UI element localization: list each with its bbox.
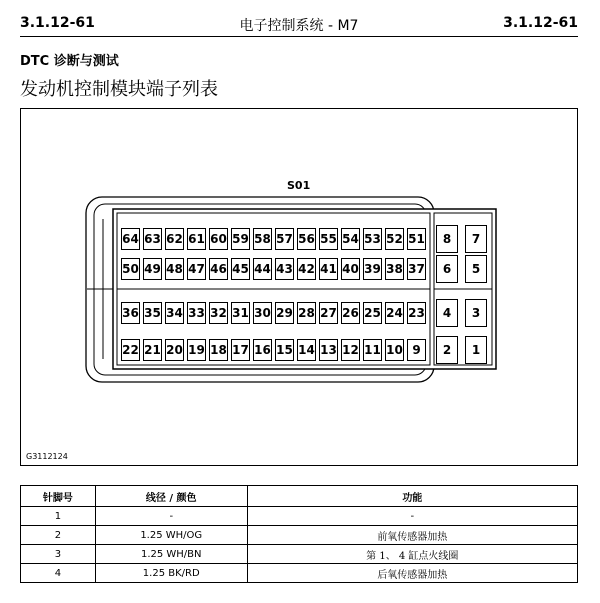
- pin-22: 22: [121, 339, 140, 361]
- page-title: 发动机控制模块端子列表: [20, 79, 218, 100]
- pin-9: 9: [407, 339, 426, 361]
- pin-40: 40: [341, 258, 360, 280]
- pin-2: 2: [436, 336, 458, 364]
- pin-34: 34: [165, 302, 184, 324]
- cell-wire: -: [95, 507, 247, 526]
- cell-pin: 1: [21, 507, 96, 526]
- pin-29: 29: [275, 302, 294, 324]
- connector-outline: [21, 109, 579, 467]
- cell-pin: 2: [21, 526, 96, 545]
- pin-51: 51: [407, 228, 426, 250]
- pin-63: 63: [143, 228, 162, 250]
- pin-39: 39: [363, 258, 382, 280]
- pin-49: 49: [143, 258, 162, 280]
- pin-59: 59: [231, 228, 250, 250]
- table-row: [21, 564, 578, 583]
- pin-46: 46: [209, 258, 228, 280]
- pin-37: 37: [407, 258, 426, 280]
- pin-27: 27: [319, 302, 338, 324]
- pin-11: 11: [363, 339, 382, 361]
- pin-45: 45: [231, 258, 250, 280]
- pin-19: 19: [187, 339, 206, 361]
- pin-44: 44: [253, 258, 272, 280]
- header-wire: 线径 / 颜色: [95, 486, 247, 507]
- pin-20: 20: [165, 339, 184, 361]
- pin-61: 61: [187, 228, 206, 250]
- cell-wire: 1.25 WH/BN: [95, 545, 247, 564]
- pin-8: 8: [436, 225, 458, 253]
- pin-15: 15: [275, 339, 294, 361]
- cell-function: 后氧传感器加热: [247, 564, 577, 583]
- cell-function: 前氧传感器加热: [247, 526, 577, 545]
- cell-wire: 1.25 BK/RD: [95, 564, 247, 583]
- pin-50: 50: [121, 258, 140, 280]
- pin-12: 12: [341, 339, 360, 361]
- pin-53: 53: [363, 228, 382, 250]
- pin-33: 33: [187, 302, 206, 324]
- figure-id: G3112124: [26, 452, 68, 461]
- pin-17: 17: [231, 339, 250, 361]
- cell-function: -: [247, 507, 577, 526]
- pin-1: 1: [465, 336, 487, 364]
- pin-38: 38: [385, 258, 404, 280]
- pin-18: 18: [209, 339, 228, 361]
- pin-4: 4: [436, 299, 458, 327]
- pin-35: 35: [143, 302, 162, 324]
- pin-32: 32: [209, 302, 228, 324]
- cell-wire: 1.25 WH/OG: [95, 526, 247, 545]
- pin-26: 26: [341, 302, 360, 324]
- pin-36: 36: [121, 302, 140, 324]
- pin-41: 41: [319, 258, 338, 280]
- pin-6: 6: [436, 255, 458, 283]
- pin-55: 55: [319, 228, 338, 250]
- pin-42: 42: [297, 258, 316, 280]
- connector-figure: [20, 108, 578, 466]
- pin-28: 28: [297, 302, 316, 324]
- pin-5: 5: [465, 255, 487, 283]
- pin-30: 30: [253, 302, 272, 324]
- pin-table: [20, 485, 578, 583]
- pin-56: 56: [297, 228, 316, 250]
- pin-52: 52: [385, 228, 404, 250]
- pin-3: 3: [465, 299, 487, 327]
- cell-pin: 4: [21, 564, 96, 583]
- pin-62: 62: [165, 228, 184, 250]
- table-row: [21, 545, 578, 564]
- pin-7: 7: [465, 225, 487, 253]
- chapter-title: 电子控制系统 - M7: [239, 18, 359, 34]
- pin-57: 57: [275, 228, 294, 250]
- pin-31: 31: [231, 302, 250, 324]
- pin-25: 25: [363, 302, 382, 324]
- pin-54: 54: [341, 228, 360, 250]
- connector-label: S01: [287, 179, 311, 192]
- pin-10: 10: [385, 339, 404, 361]
- cell-function: 第 1、 4 缸点火线圈: [247, 545, 577, 564]
- pin-43: 43: [275, 258, 294, 280]
- table-row: [21, 526, 578, 545]
- pin-48: 48: [165, 258, 184, 280]
- section-heading: DTC 诊断与测试: [20, 54, 119, 69]
- header-function: 功能: [247, 486, 577, 507]
- pin-64: 64: [121, 228, 140, 250]
- pin-23: 23: [407, 302, 426, 324]
- pin-16: 16: [253, 339, 272, 361]
- pin-47: 47: [187, 258, 206, 280]
- pin-24: 24: [385, 302, 404, 324]
- pin-60: 60: [209, 228, 228, 250]
- page-number-left: 3.1.12-61: [20, 15, 95, 31]
- table-row: [21, 507, 578, 526]
- header-pin: 针脚号: [21, 486, 96, 507]
- pin-58: 58: [253, 228, 272, 250]
- cell-pin: 3: [21, 545, 96, 564]
- pin-14: 14: [297, 339, 316, 361]
- pin-21: 21: [143, 339, 162, 361]
- table-header-row: [21, 486, 578, 507]
- pin-13: 13: [319, 339, 338, 361]
- page-header: [20, 14, 578, 37]
- page-number-right: 3.1.12-61: [503, 15, 578, 31]
